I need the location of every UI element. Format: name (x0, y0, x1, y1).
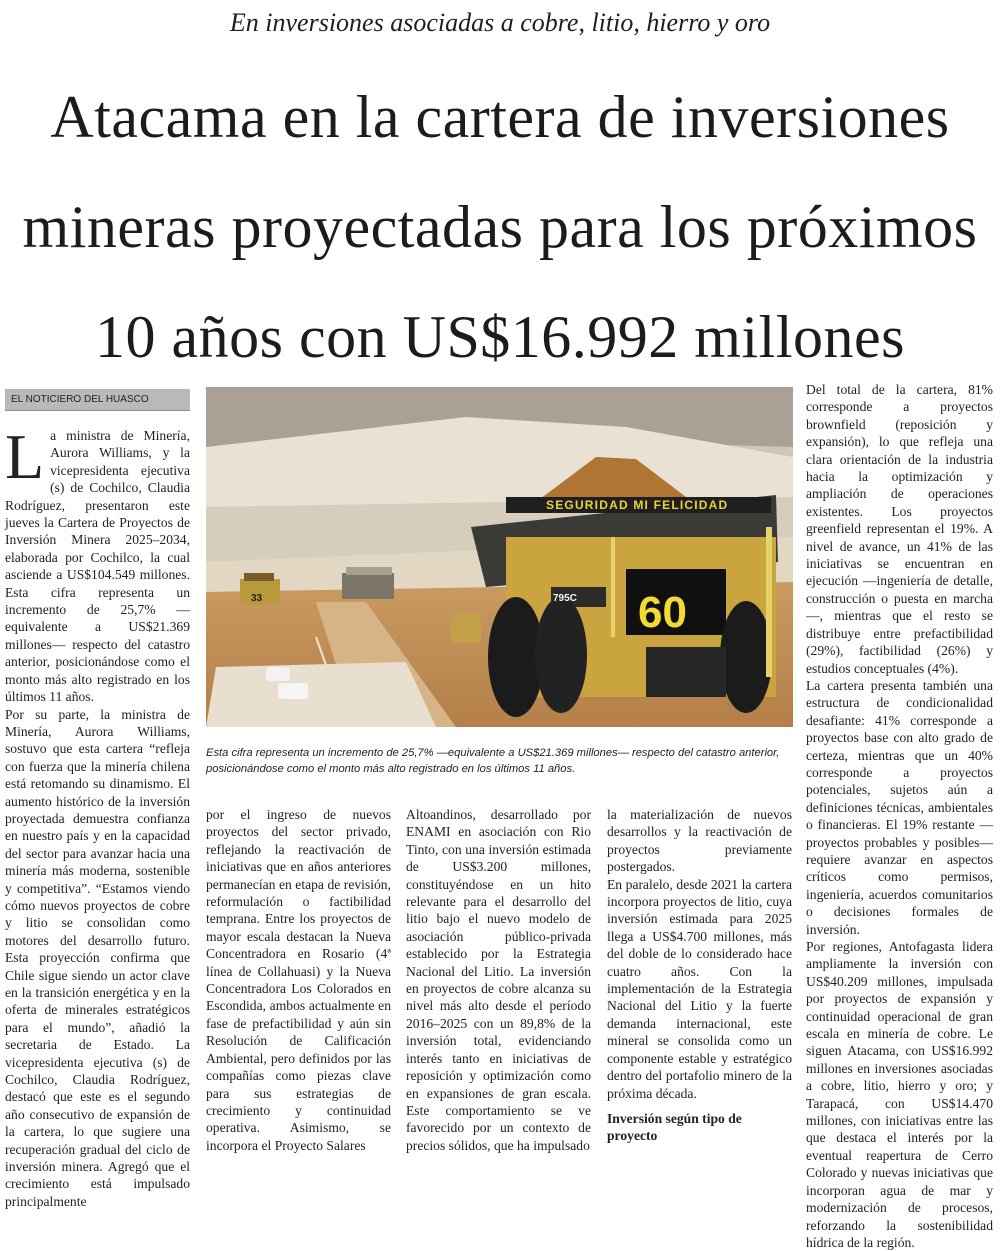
kicker: En inversiones asociadas a cobre, litio, hierro y oro (229, 8, 771, 37)
article-column-3 (406, 806, 591, 1153)
far-truck-number: 33 (251, 593, 263, 604)
section-subhead: Inversión según tipo de proyecto (607, 1110, 742, 1144)
article-column-4 (607, 806, 792, 1144)
paragraph: Del total de la cartera, 81% corresponde a proyectos brownfield (reposición y expansión), lo que refleja una clara orientación de la industria hacia la optimización y ampliación de operaciones existentes. Los proyectos greenfield representan el 19%. A nivel de avance, un 41% de las iniciativas se encuentran en ejecución —ingeniería de detalle, construcción o puesta en marcha—, mientras que el resto se distribuye entre prefactibilidad (29%), factibilidad (26%) y estudios conceptuales (4%). (806, 382, 993, 676)
paragraph: Por regiones, Antofagasta lidera ampliamente la inversión con US$40.209 millones, impulsada por proyectos de expansión y continuidad operacional de gran escala en minería de cobre. Le siguen Atacama, con US$16.992 millones en inversiones asociadas a cobre, litio, hierro y oro; y Tarapacá, con US$14.470 millones, con iniciativas entre las que destaca el interés por la eventual reapertura de Cerro Colorado y nuevas iniciativas que incorporan agua de mar y modernización de procesos, reforzando la sostenibilidad hídrica de la región. (806, 939, 993, 1250)
photo-caption: Esta cifra representa un incremento de 25,7% —equivalente a US$21.369 millones— respecto del catastro anterior, posicionándose como el monto más alto registrado en los últimos 11 años. (206, 747, 780, 775)
paragraph (5, 421, 190, 706)
headline-line-2: mineras proyectadas para los próximos (22, 194, 978, 260)
headline-line-3: 10 años con US$16.992 millones (95, 304, 905, 370)
headline-line-1: Atacama en la cartera de inversiones (50, 84, 950, 150)
paragraph-text: a ministra de Minería, Aurora Williams, y la vicepresidenta ejecutiva (s) de Cochilco, Claudia Rodríguez, presentaron este jueves la Cartera de Proyectos de Inversión Minera 2025–2034, elaborada por Cochilco, la cual asciende a US$104.549 millones. Esta cifra representa un incremento de 25,7% —equivalente a US$21.369 millones— respecto del catastro anterior, posicionándose como el monto más alto registrado en los últimos 11 años. (5, 428, 190, 705)
source-label: EL NOTICIERO DEL HUASCO (5, 389, 190, 411)
paragraph: En paralelo, desde 2021 la cartera incorpora proyectos de litio, cuya inversión estimada para 2025 llega a US$4.700 millones, más del doble de lo considerado hace cuatro años. Con la implementación de la Estrategia Nacional del Litio y la fuerte demanda internacional, este mineral se consolida como un componente estable y estratégico dentro del portafolio minero de la próxima década. (607, 876, 792, 1101)
article-column-5 (806, 381, 993, 1250)
drop-cap: L (5, 421, 45, 492)
paragraph: por el ingreso de nuevos proyectos del sector privado, reflejando la reactivación de iniciativas que en años anteriores permanecían en etapa de revisión, reformulación o factibilidad temprana. Entre los proyectos de mayor escala destacan la Nueva Concentradora en Rosario (4ª línea de Collahuasi) y la Nueva Concentradora Los Colorados en Escondida, ambos actualmente en fase de prefactibilidad y aún sin Resolución de Calificación Ambiental, pero definidos por las compañías como piezas clave para sus estrategias de crecimiento y continuidad operativa. Asimismo, se incorpora el Proyecto Salares (206, 807, 391, 1153)
article-column-1 (5, 421, 190, 1209)
article-column-2 (206, 806, 391, 1153)
mining-trucks-photo (206, 387, 793, 727)
paragraph: Altoandinos, desarrollado por ENAMI en asociación con Rio Tinto, con una inversión estimada de US$3.200 millones, constituyéndose en un hito relevante para el desarrollo del litio bajo el nuevo modelo de asociación público-privada establecido por la Estrategia Nacional del Litio. La inversión en proyectos de cobre alcanza su nivel más alto desde el período 2016–2025 con un 89,8% de la inversión total, evidenciando interés tanto en iniciativas de reposición y optimización como en expansiones de gran escala. Este comportamiento se ve favorecido por un contexto de precios sólidos, que ha impulsado (406, 807, 591, 1153)
headline (0, 62, 1000, 392)
paragraph: Por su parte, la ministra de Minería, Aurora Williams, sostuvo que esta cartera “refleja con fuerza que la minería chilena está retomando su dinamismo. El aumento histórico de la inversión proyectada demuestra confianza en nuestro país y en la capacidad del sector para avanzar hacia una minería más moderna, sostenible y competitiva”. “Estamos viendo cómo nuevos proyectos de cobre y litio se consolidan como motores del desarrollo futuro. Esta proyección confirma que Chile sigue siendo un actor clave en la transición energética y en la oferta de minerales estratégicos para el mundo”, añadió la secretaria de Estado. La vicepresidenta ejecutiva (s) de Cochilco, Claudia Rodríguez, destacó que este es el segundo año consecutivo de expansión de la cartera, lo que sugiere una recuperación gradual del ciclo de inversión minera. Agregó que el crecimiento está impulsado principalmente (5, 706, 190, 1209)
paragraph: la materialización de nuevos desarrollos y la reactivación de proyectos previamente postergados. (607, 807, 792, 875)
truck-model-label: 795C (553, 593, 577, 604)
paragraph: La cartera presenta también una estructura de condicionalidad desafiante: 41% corresponde a proyectos base con alto grado de certeza, mientras que un 40% corresponde a proyectos potenciales, sujetos aún a definiciones técnicas, ambientales o financieras. El 19% restante —proyectos probables y posibles— requiere avanzar en aspectos críticos como permisos, ingeniería, acuerdos comunitarios o decisiones formales de inversión. (806, 677, 993, 937)
truck-banner: SEGURIDAD MI FELICIDAD (546, 498, 729, 512)
truck-number: 60 (638, 588, 687, 637)
